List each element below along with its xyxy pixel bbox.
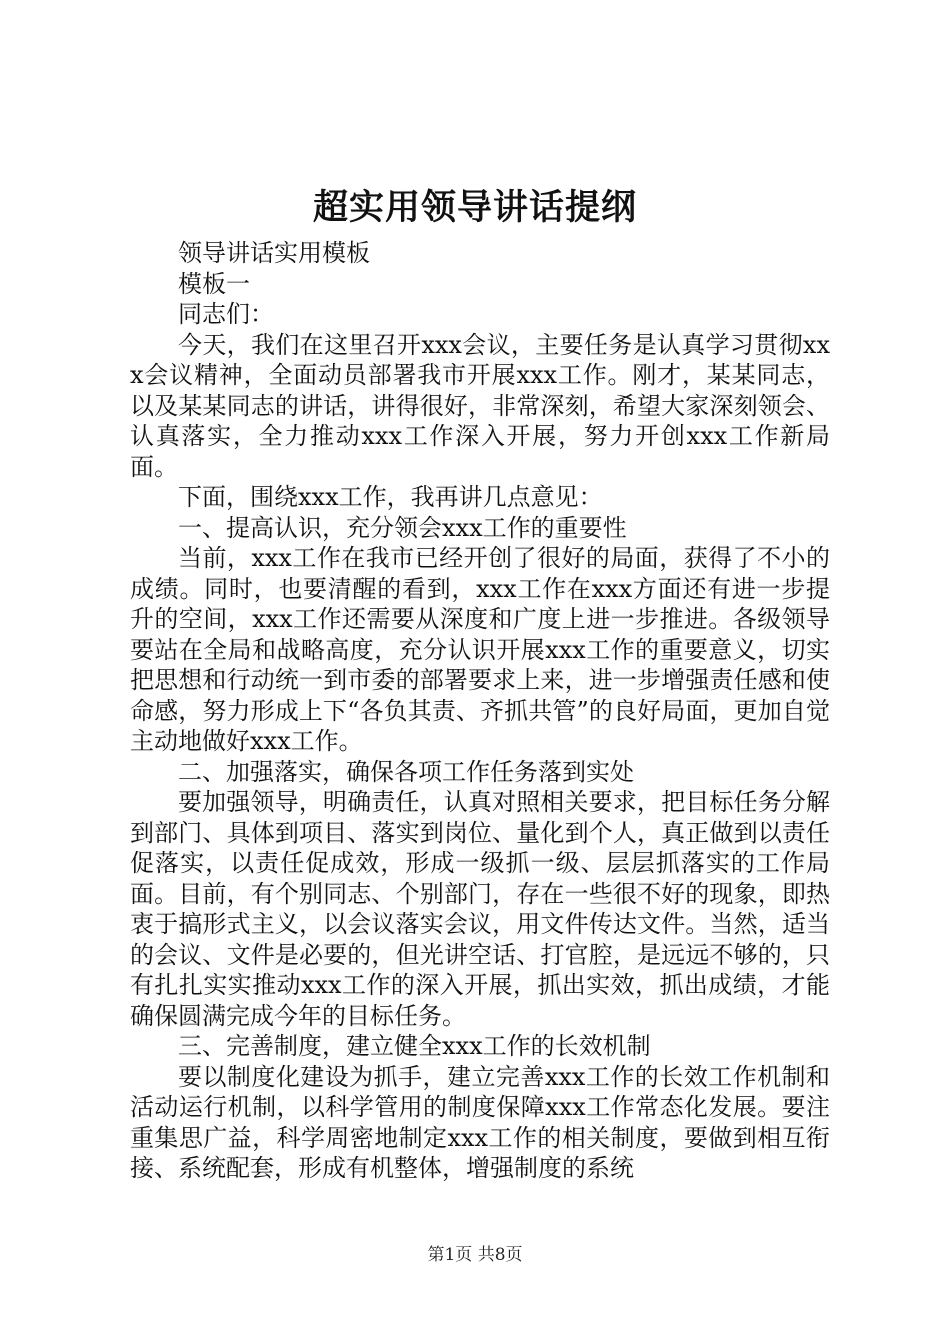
- document-title: 超实用领导讲话提纲: [312, 187, 637, 228]
- paragraph-template-label: 模板一: [178, 269, 250, 298]
- paragraph-transition: 下面，围绕xxx工作，我再讲几点意见：: [178, 483, 603, 511]
- section-body-1: 当前，xxx工作在我市已经开创了很好的局面，获得了不小的成绩。同时，也要清醒的看到，xxx工作在xxx方面还有进一步提升的空间，xxx工作还需要从深度和广度上进一步推进。各级领导要站在全局和战略高度，充分认识开展xxx工作的重要意义，切实把思想和行动统一到市委的部署要求上来，进一步增强责任感和使命感，努力形成上下“各负其责、齐抓共管”的良好局面，更加自觉主动地做好xxx工作。: [130, 544, 830, 755]
- page-number-footer: 第1页 共8页: [427, 1245, 523, 1265]
- section-body-3: 要以制度化建设为抓手，建立完善xxx工作的长效工作机制和活动运行机制，以科学管用的制度保障xxx工作常态化发展。要注重集思广益，科学周密地制定xxx工作的相关制度，要做到相互衔接、系统配套，形成有机整体，增强制度的系统: [130, 1062, 830, 1182]
- paragraph-opening: 今天，我们在这里召开xxx会议，主要任务是认真学习贯彻xxx会议精神，全面动员部署我市开展xxx工作。刚才，某某同志，以及某某同志的讲话，讲得很好，非常深刻，希望大家深刻领会、认真落实，全力推动xxx工作深入开展，努力开创xxx工作新局面。: [130, 330, 830, 481]
- section-heading-3: 三、完善制度，建立健全xxx工作的长效机制: [178, 1032, 651, 1060]
- section-body-2: 要加强领导，明确责任，认真对照相关要求，把目标任务分解到部门、具体到项目、落实到岗位、量化到个人，真正做到以责任促落实，以责任促成效，形成一级抓一级、层层抓落实的工作局面。目前，有个别同志、个别部门，存在一些很不好的现象，即热衷于搞形式主义，以会议落实会议，用文件传达文件。当然，适当的会议、文件是必要的，但光讲空话、打官腔，是远远不够的，只有扎扎实实推动xxx工作的深入开展，抓出实效，抓出成绩，才能确保圆满完成今年的目标任务。: [130, 788, 830, 1030]
- document-body: [130, 238, 830, 1184]
- paragraph-subtitle: 领导讲话实用模板: [178, 239, 370, 267]
- section-heading-1: 一、提高认识，充分领会xxx工作的重要性: [178, 513, 627, 542]
- section-heading-2: 二、加强落实，确保各项工作任务落到实处: [178, 757, 634, 786]
- paragraph-salutation: 同志们：: [178, 300, 274, 328]
